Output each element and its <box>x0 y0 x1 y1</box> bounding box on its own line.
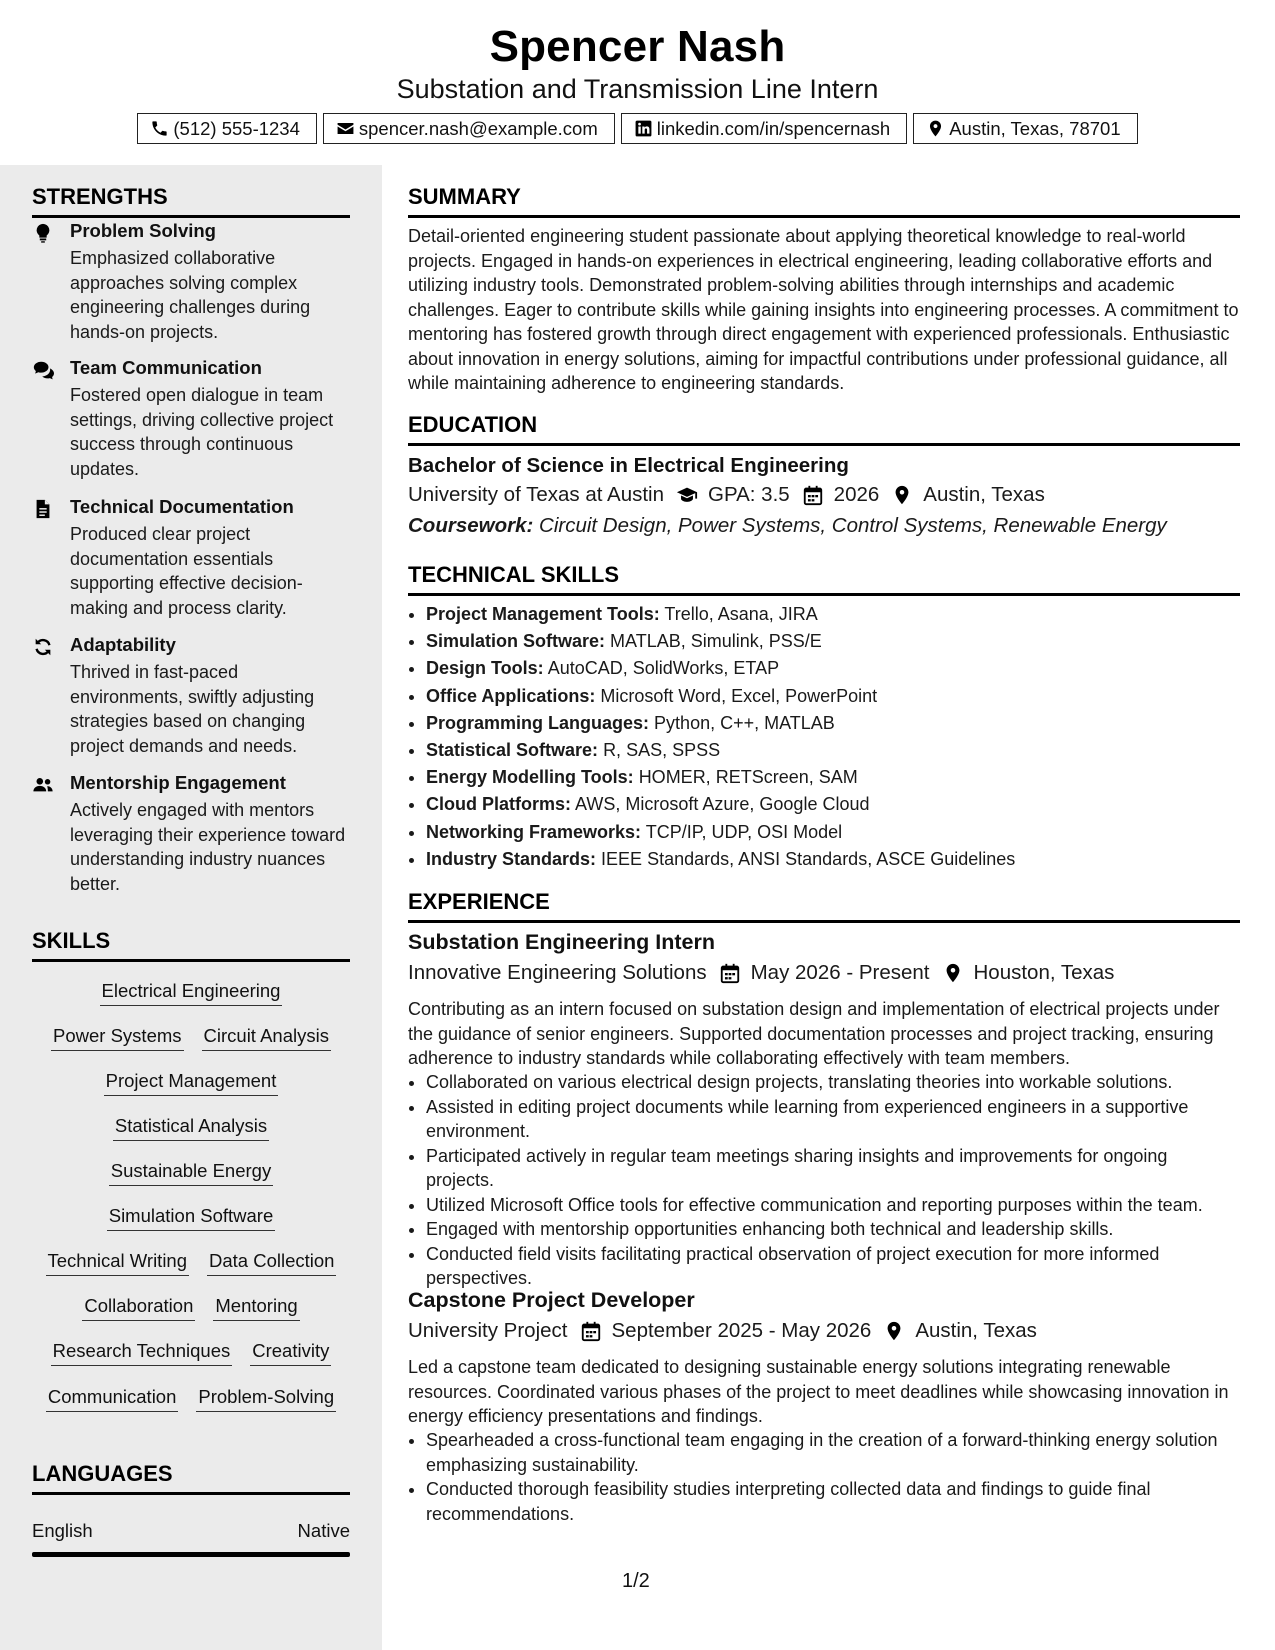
skill-tag: Creativity <box>250 1340 331 1366</box>
language-proficiency-bar <box>32 1552 350 1557</box>
graduation-cap-icon <box>676 484 698 506</box>
skill-row <box>32 1295 350 1321</box>
skill-tag: Technical Writing <box>46 1250 190 1276</box>
skill-tag: Problem-Solving <box>196 1386 336 1412</box>
skill-tag: Collaboration <box>82 1295 195 1321</box>
job-bullets <box>426 1070 1238 1291</box>
strength-text: Fostered open dialogue in team settings, driving collective project success through continuous updates. <box>70 385 334 479</box>
languages-heading: LANGUAGES <box>32 1461 350 1495</box>
skill-row <box>32 1250 350 1276</box>
job-dates: September 2025 - May 2026 <box>611 1319 872 1342</box>
page-number: 1/2 <box>622 1570 650 1592</box>
company-name: University Project <box>408 1319 568 1342</box>
skill-values: AutoCAD, SolidWorks, ETAP <box>547 658 780 679</box>
skill-values: TCP/IP, UDP, OSI Model <box>645 821 843 842</box>
skill-category: Industry Standards: <box>426 848 597 869</box>
list-item <box>426 846 1238 873</box>
skill-tag: Sustainable Energy <box>109 1160 273 1186</box>
strength-title: Team Communication <box>70 357 262 378</box>
skill-category: Cloud Platforms: <box>426 794 572 815</box>
contact-location[interactable] <box>913 113 1137 144</box>
linkedin-text: linkedin.com/in/spencernash <box>656 117 891 139</box>
chat-bubbles-icon <box>32 359 54 381</box>
map-pin-icon <box>942 962 964 984</box>
graduation-year: 2026 <box>833 483 880 506</box>
email-text: spencer.nash@example.com <box>358 117 598 139</box>
strengths-heading: STRENGTHS <box>32 184 350 218</box>
technical-skills-list <box>426 601 1238 873</box>
users-icon <box>32 774 54 796</box>
language-item <box>32 1520 350 1542</box>
skill-values: Python, C++, MATLAB <box>654 712 835 733</box>
list-item <box>426 683 1238 710</box>
list-item <box>426 737 1238 764</box>
strength-text: Emphasized collaborative approaches solving complex engineering challenges during hands-on projects. <box>70 248 311 342</box>
summary-heading: SUMMARY <box>408 184 1240 218</box>
language-level: Native <box>297 1520 350 1541</box>
map-pin-icon <box>926 119 945 138</box>
skill-values: MATLAB, Simulink, PSS/E <box>610 631 822 652</box>
candidate-name: Spencer Nash <box>489 22 786 71</box>
job-description: Led a capstone team dedicated to designing sustainable energy solutions integrating renewable resources. Coordinated various phases of the project to meet deadlines while showcasing innovation in energy efficiency presentations and findings. <box>408 1357 1229 1426</box>
list-item: • Conducted field visits facilitating practical observation of project execution for more informed perspectives. <box>426 1242 1238 1291</box>
list-item <box>426 601 1238 628</box>
map-pin-icon <box>883 1320 905 1342</box>
skill-row <box>32 1386 350 1412</box>
list-item: • Conducted thorough feasibility studies interpreting collected data and findings to guide final recommendations. <box>426 1477 1238 1526</box>
contact-linkedin[interactable] <box>621 113 907 144</box>
degree-title: Bachelor of Science in Electrical Engineering <box>408 454 849 477</box>
calendar-icon <box>580 1320 602 1342</box>
skill-values: HOMER, RETScreen, SAM <box>638 767 858 788</box>
skill-tag: Power Systems <box>51 1025 184 1051</box>
list-item: • Assisted in editing project documents while learning from experienced engineers in a supportive environment. <box>426 1095 1238 1144</box>
list-item: • Participated actively in regular team meetings sharing insights and improvements for ongoing projects. <box>426 1144 1238 1193</box>
job-location: Austin, Texas <box>915 1319 1037 1342</box>
location-text: Austin, Texas, 78701 <box>949 117 1121 139</box>
skill-category: Office Applications: <box>426 685 596 706</box>
calendar-icon <box>802 484 824 506</box>
skill-tag: Circuit Analysis <box>202 1025 331 1051</box>
gpa-value: GPA: 3.5 <box>708 483 790 506</box>
strength-title: Mentorship Engagement <box>70 772 286 793</box>
list-item: • Collaborated on various electrical design projects, translating theories into workable solutions. <box>426 1070 1238 1095</box>
skill-tag: Simulation Software <box>107 1205 276 1231</box>
job-title: Substation Engineering Intern <box>408 930 715 954</box>
candidate-role: Substation and Transmission Line Intern <box>396 74 879 104</box>
refresh-icon <box>32 636 54 658</box>
strength-text: Thrived in fast-paced environments, swiftly adjusting strategies based on changing project demands and needs. <box>70 662 315 756</box>
skill-category: Statistical Software: <box>426 740 599 761</box>
skill-tag: Data Collection <box>207 1250 336 1276</box>
strength-text: Produced clear project documentation essentials supporting effective decision-making and process clarity. <box>70 524 303 618</box>
skill-tag: Mentoring <box>213 1295 299 1321</box>
phone-icon <box>150 119 169 138</box>
document-icon <box>32 498 54 520</box>
list-item: • Spearheaded a cross-functional team engaging in the creation of a forward-thinking energy solution emphasizing sustainability. <box>426 1428 1238 1477</box>
list-item <box>426 791 1238 818</box>
summary-text: Detail-oriented engineering student passionate about applying theoretical knowledge to real-world projects. Engaged in hands-on experiences in electrical engineering, leading collaborative efforts and utilizing industry tools. Demonstrated problem-solving abilities through internships and academic challenges. Eager to contribute skills while gaining insights into engineering processes. A commitment to mentoring has fostered growth through direct engagement with experienced professionals. Enthusiastic about innovation in energy solutions, aiming for impactful contributions under professional guidance, all while maintaining adherence to engineering standards. <box>408 226 1239 393</box>
coursework-label: Coursework: <box>408 514 534 537</box>
skill-category: Project Management Tools: <box>426 604 660 624</box>
skill-values: Trello, Asana, JIRA <box>664 604 818 624</box>
company-name: Innovative Engineering Solutions <box>408 961 707 984</box>
list-item: • Utilized Microsoft Office tools for effective communication and reporting purposes within the team. <box>426 1193 1238 1218</box>
contact-phone[interactable] <box>137 113 317 144</box>
coursework-list: Circuit Design, Power Systems, Control Systems, Renewable Energy <box>539 514 1167 537</box>
language-name: English <box>32 1520 93 1541</box>
job-bullets <box>426 1428 1238 1526</box>
list-item: • Engaged with mentorship opportunities enhancing both technical and leadership skills. <box>426 1217 1238 1242</box>
skill-tag: Electrical Engineering <box>100 980 283 1006</box>
list-item <box>426 819 1238 846</box>
skill-row <box>32 980 350 1006</box>
skill-category: Simulation Software: <box>426 631 606 652</box>
skill-row <box>32 1025 350 1051</box>
skill-tag: Research Techniques <box>51 1340 233 1366</box>
list-item <box>426 655 1238 682</box>
phone-text: (512) 555-1234 <box>173 117 300 139</box>
technical-skills-heading: TECHNICAL SKILLS <box>408 562 1240 596</box>
strength-title: Problem Solving <box>70 220 216 241</box>
skill-tag: Statistical Analysis <box>113 1115 269 1141</box>
skill-category: Programming Languages: <box>426 712 650 733</box>
school-name: University of Texas at Austin <box>408 483 664 506</box>
job-dates: May 2026 - Present <box>750 961 930 984</box>
job-meta <box>408 961 1114 985</box>
skill-values: R, SAS, SPSS <box>603 740 721 761</box>
skill-category: Energy Modelling Tools: <box>426 767 634 788</box>
education-heading: EDUCATION <box>408 412 1240 446</box>
skill-category: Design Tools: <box>426 658 544 679</box>
sidebar <box>0 165 382 1650</box>
lightbulb-icon <box>32 222 54 244</box>
list-item <box>426 710 1238 737</box>
experience-heading: EXPERIENCE <box>408 889 1240 923</box>
map-pin-icon <box>891 484 913 506</box>
job-meta <box>408 1319 1037 1343</box>
coursework-line <box>408 514 1167 538</box>
skill-row <box>32 1340 350 1366</box>
list-item <box>426 628 1238 655</box>
skill-row <box>32 1115 350 1141</box>
list-item <box>426 764 1238 791</box>
envelope-icon <box>336 119 355 138</box>
strength-title: Adaptability <box>70 634 176 655</box>
education-meta <box>408 483 1045 507</box>
skill-values: AWS, Microsoft Azure, Google Cloud <box>575 794 870 815</box>
skill-values: IEEE Standards, ANSI Standards, ASCE Guidelines <box>601 848 1016 869</box>
skill-category: Networking Frameworks: <box>426 821 642 842</box>
contact-bar <box>0 113 1275 144</box>
skill-row <box>32 1205 350 1231</box>
job-description: Contributing as an intern focused on substation design and implementation of electrical projects under the guidance of senior engineers. Supported documentation processes and project tracking, ensuring adherence to industry standards while collaborating effectively with team members. <box>408 999 1220 1068</box>
skill-row <box>32 1070 350 1096</box>
strength-title: Technical Documentation <box>70 496 294 517</box>
skill-tag: Communication <box>46 1386 179 1412</box>
skill-values: Microsoft Word, Excel, PowerPoint <box>600 685 878 706</box>
calendar-icon <box>719 962 741 984</box>
resume-header <box>0 0 1275 165</box>
linkedin-icon <box>634 119 653 138</box>
skill-row <box>32 1160 350 1186</box>
contact-email[interactable] <box>323 113 615 144</box>
skill-tag: Project Management <box>104 1070 279 1096</box>
school-location: Austin, Texas <box>923 483 1045 506</box>
skills-heading: SKILLS <box>32 928 350 962</box>
strength-text: Actively engaged with mentors leveraging their experience toward understanding industry nuances better. <box>70 800 346 894</box>
job-location: Houston, Texas <box>973 961 1115 984</box>
job-title: Capstone Project Developer <box>408 1288 695 1312</box>
